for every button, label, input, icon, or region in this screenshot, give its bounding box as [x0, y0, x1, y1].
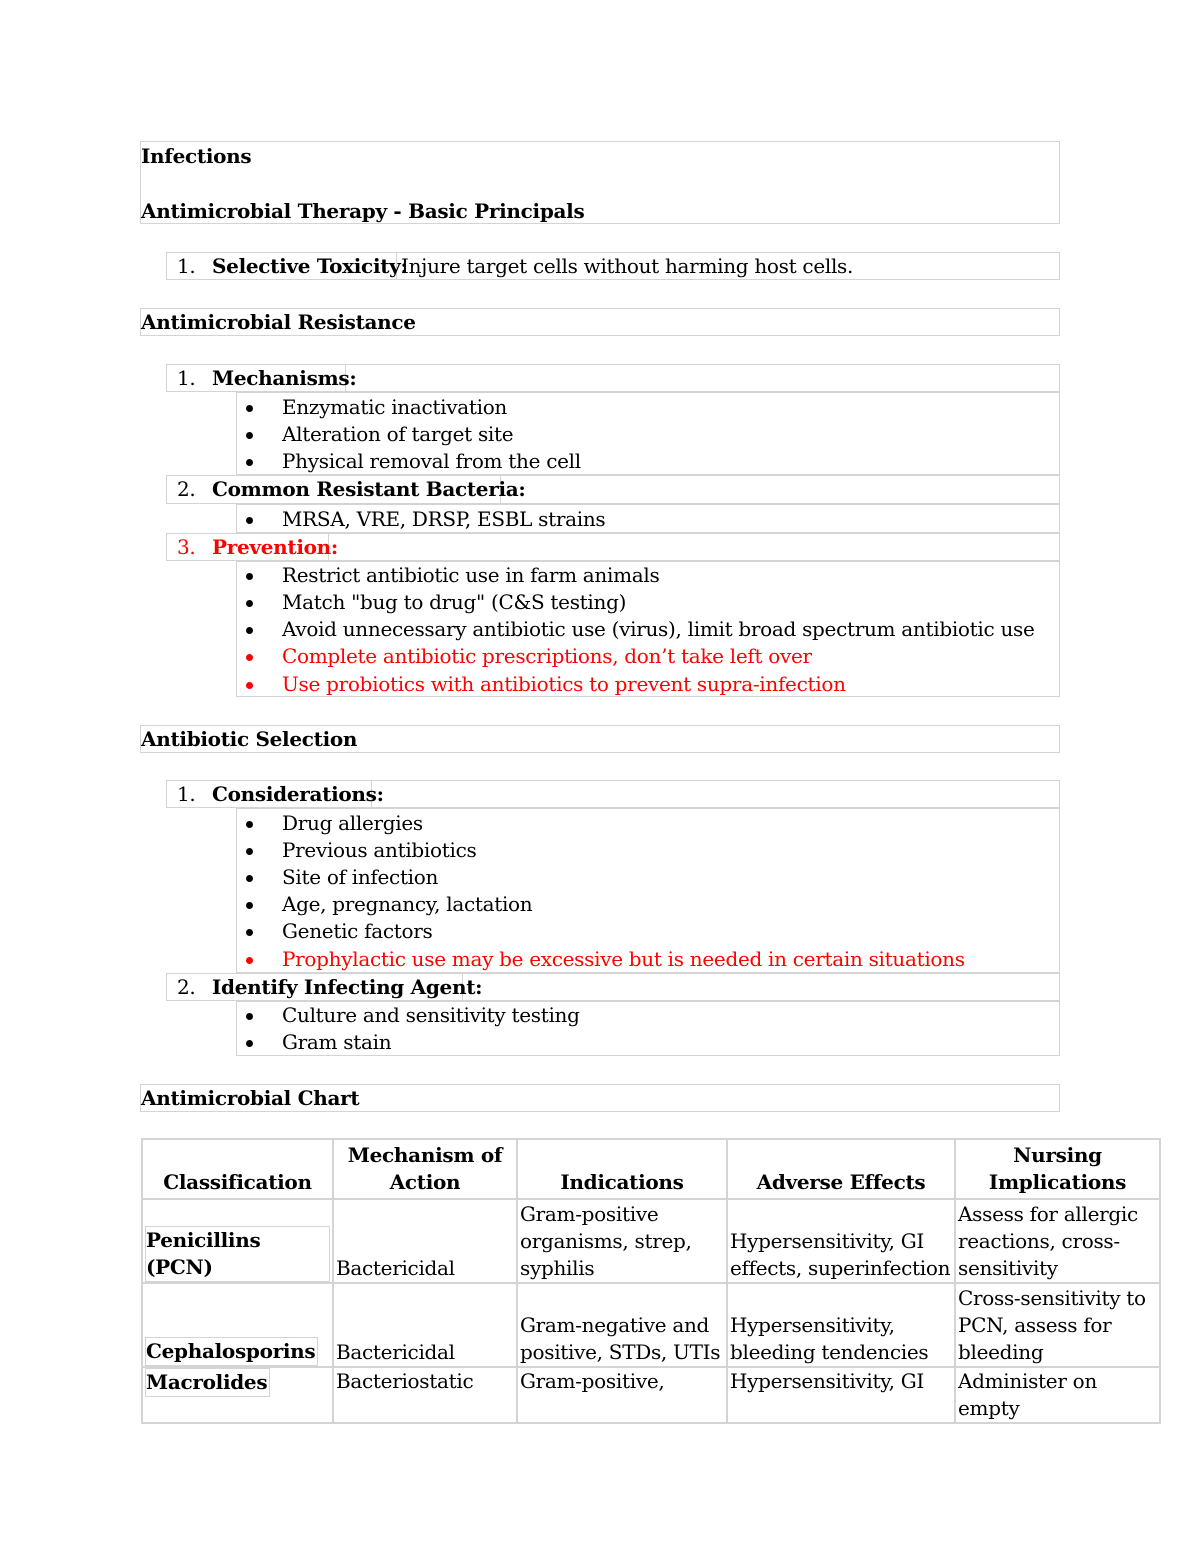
list-item: Alteration of target site — [282, 422, 514, 446]
list-item: MRSA, VRE, DRSP, ESBL strains — [282, 507, 606, 531]
cell-line: reactions, cross- — [958, 1229, 1120, 1253]
bullet-icon — [246, 902, 253, 909]
bullet-icon — [246, 682, 253, 689]
list-item-label: Mechanisms: — [212, 366, 357, 390]
table-row — [142, 1283, 1160, 1367]
cell-line: bleeding tendencies — [730, 1340, 929, 1364]
antimicrobial-table — [141, 1138, 1161, 1424]
bullet-icon — [246, 459, 253, 466]
list-number: 3. — [177, 535, 196, 559]
table-cell — [955, 1283, 1160, 1367]
cell-line: syphilis — [520, 1256, 595, 1280]
list-item: Match "bug to drug" (C&S testing) — [282, 590, 627, 614]
list-item-label: Identify Infecting Agent: — [212, 975, 483, 999]
cell-line: sensitivity — [958, 1256, 1058, 1280]
header-line: Mechanism of — [347, 1143, 503, 1167]
list-item: Prophylactic use may be excessive but is needed in certain situations — [282, 947, 965, 971]
table-cell: Bacteriostatic — [333, 1367, 517, 1423]
document-title: Infections — [141, 144, 252, 168]
section-heading-resistance: Antimicrobial Resistance — [141, 310, 416, 334]
cell-line: Assess for allergic — [958, 1202, 1138, 1226]
section-heading-antibiotic-selection: Antibiotic Selection — [141, 727, 358, 751]
list-number: 2. — [177, 975, 196, 999]
bullet-icon — [246, 627, 253, 634]
bullet-icon — [246, 848, 253, 855]
cell-line: Cross-sensitivity to — [958, 1286, 1146, 1310]
table-cell: Bactericidal — [333, 1283, 517, 1367]
bullet-icon — [246, 573, 253, 580]
cell-line: bleeding — [958, 1340, 1044, 1364]
bullet-icon — [246, 432, 253, 439]
list-item: Physical removal from the cell — [282, 449, 581, 473]
cell-line: organisms, strep, — [520, 1229, 692, 1253]
cell-line: Gram-positive — [520, 1202, 659, 1226]
table-cell — [517, 1199, 727, 1283]
bullet-icon — [246, 821, 253, 828]
table-cell-classification — [142, 1199, 333, 1283]
drug-class-label: Macrolides — [145, 1368, 270, 1397]
bullet-icon — [246, 517, 253, 524]
bullet-icon — [246, 1013, 253, 1020]
cell-line: Hypersensitivity, — [730, 1313, 895, 1337]
table-cell: Gram-positive, — [517, 1367, 727, 1423]
cell-line: Hypersensitivity, GI — [730, 1229, 924, 1253]
list-item-text: Injure target cells without harming host cells. — [401, 254, 854, 278]
list-item: Gram stain — [282, 1030, 392, 1054]
table-row — [142, 1199, 1160, 1283]
cell-line: positive, STDs, UTIs — [520, 1340, 721, 1364]
bullet-icon — [246, 654, 253, 661]
list-item: Genetic factors — [282, 919, 433, 943]
header-line: Implications — [988, 1170, 1127, 1194]
section-heading-antimicrobial-chart: Antimicrobial Chart — [141, 1086, 360, 1110]
column-header-classification: Classification — [142, 1139, 333, 1199]
table-row — [142, 1367, 1160, 1423]
list-item: Restrict antibiotic use in farm animals — [282, 563, 660, 587]
table-cell: Hypersensitivity, GI — [727, 1367, 955, 1423]
cell-line: PCN, assess for — [958, 1313, 1112, 1337]
column-header-mechanism — [333, 1139, 517, 1199]
list-item-label: Considerations: — [212, 782, 384, 806]
column-header-indications: Indications — [517, 1139, 727, 1199]
cell-line: Gram-negative and — [520, 1313, 710, 1337]
list-item-label: Prevention: — [212, 535, 338, 559]
list-item: Complete antibiotic prescriptions, don’t take left over — [282, 644, 812, 668]
list-item: Age, pregnancy, lactation — [282, 892, 533, 916]
list-item: Enzymatic inactivation — [282, 395, 508, 419]
table-cell — [727, 1199, 955, 1283]
list-item-label: Common Resistant Bacteria: — [212, 477, 526, 501]
list-item: Culture and sensitivity testing — [282, 1003, 580, 1027]
bullet-icon — [246, 1040, 253, 1047]
bullet-icon — [246, 405, 253, 412]
table-header-row — [142, 1139, 1160, 1199]
bullet-icon — [246, 875, 253, 882]
drug-class-label: Penicillins (PCN) — [145, 1226, 330, 1282]
list-number: 1. — [177, 782, 196, 806]
list-item: Drug allergies — [282, 811, 423, 835]
drug-class-label: Cephalosporins — [145, 1337, 318, 1366]
bullet-icon — [246, 600, 253, 607]
column-header-nursing — [955, 1139, 1160, 1199]
header-line: Action — [389, 1170, 461, 1194]
list-number: 1. — [177, 366, 196, 390]
table-cell: Administer on empty — [955, 1367, 1160, 1423]
bullet-icon — [246, 957, 253, 964]
table-cell — [955, 1199, 1160, 1283]
list-item: Avoid unnecessary antibiotic use (virus), limit broad spectrum antibiotic use — [282, 617, 1035, 641]
list-item-label: Selective Toxicity: — [212, 254, 408, 278]
header-line: Nursing — [1013, 1143, 1102, 1167]
list-number: 1. — [177, 254, 196, 278]
list-item: Use probiotics with antibiotics to prevent supra-infection — [282, 672, 846, 696]
bullet-icon — [246, 929, 253, 936]
list-item: Site of infection — [282, 865, 439, 889]
column-header-adverse-effects: Adverse Effects — [727, 1139, 955, 1199]
cell-line: effects, superinfection — [730, 1256, 951, 1280]
table-cell: Bactericidal — [333, 1199, 517, 1283]
table-cell-classification — [142, 1283, 333, 1367]
list-number: 2. — [177, 477, 196, 501]
list-item: Previous antibiotics — [282, 838, 477, 862]
table-cell — [727, 1283, 955, 1367]
section-heading-basic-principals: Antimicrobial Therapy - Basic Principals — [141, 199, 585, 223]
table-cell — [517, 1283, 727, 1367]
table-cell-classification — [142, 1367, 333, 1423]
